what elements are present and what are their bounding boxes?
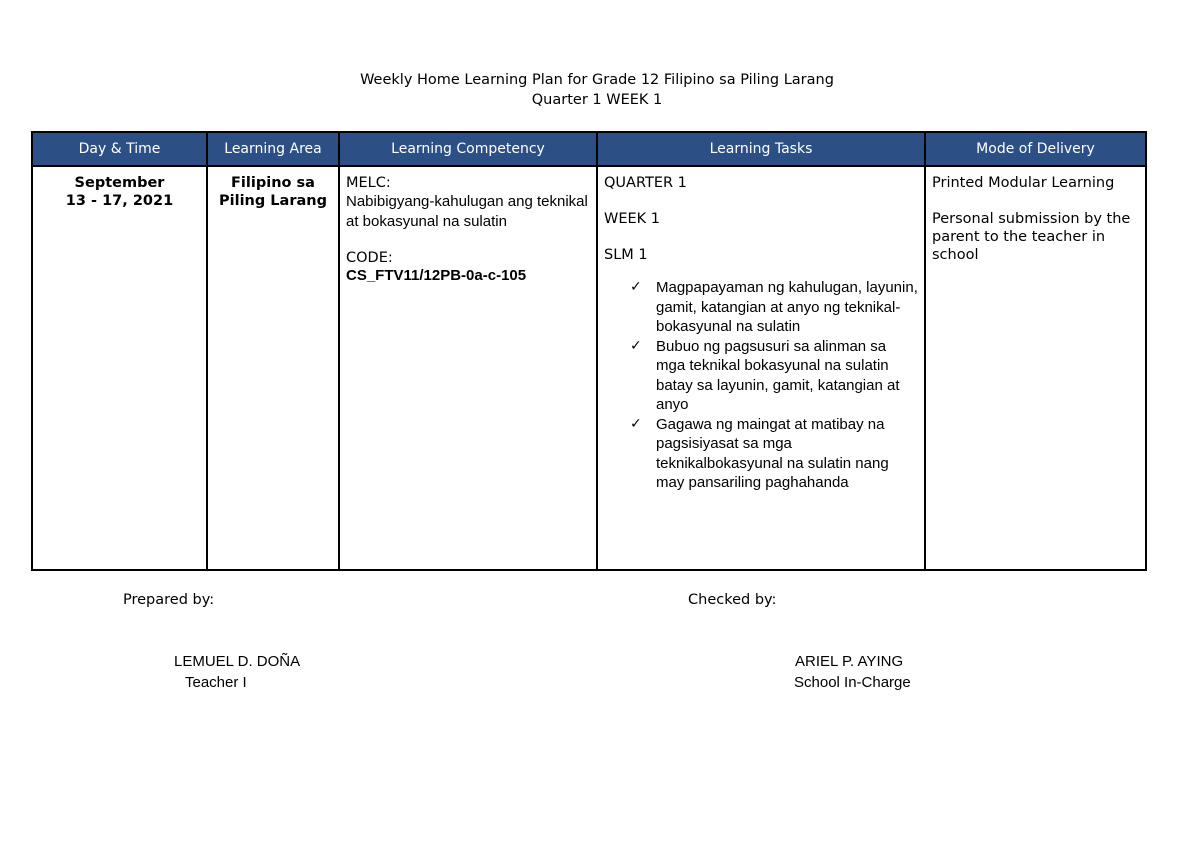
cell-day-time <box>32 166 207 570</box>
list-item <box>630 278 918 337</box>
prepared-title: Teacher I <box>185 674 247 691</box>
tasks-slm: SLM 1 <box>604 247 648 263</box>
task-text: Magpapayaman ng kahulugan, layunin, gamit, katangian at anyo ng teknikal-bokasyunal na sulatin <box>656 279 918 335</box>
area-line-2: Piling Larang <box>219 193 327 209</box>
prepared-by-label: Prepared by: <box>123 592 215 608</box>
day-line-1: September <box>74 175 165 191</box>
prepared-by-block <box>174 653 300 692</box>
tasks-week: WEEK 1 <box>604 211 661 227</box>
check-icon: ✓ <box>630 415 642 432</box>
mode-line-1: Printed Modular Learning <box>932 175 1115 191</box>
list-item <box>630 337 918 415</box>
title-line-1: Weekly Home Learning Plan for Grade 12 Filipino sa Piling Larang <box>360 72 834 88</box>
table-row <box>32 166 1146 570</box>
header-mode-of-delivery: Mode of Delivery <box>925 132 1146 166</box>
check-icon: ✓ <box>630 279 642 295</box>
table-header-row <box>32 132 1146 166</box>
checked-by-label: Checked by: <box>688 592 777 608</box>
code-label: CODE: <box>346 250 393 266</box>
cell-learning-tasks <box>597 166 925 570</box>
tasks-quarter: QUARTER 1 <box>604 175 687 191</box>
learning-plan-table <box>31 131 1147 571</box>
checked-title: School In-Charge <box>794 674 911 691</box>
melc-label: MELC: <box>346 175 391 191</box>
area-line-1: Filipino sa <box>231 175 315 191</box>
checked-by-block <box>794 653 911 692</box>
task-text: Bubuo ng pagsusuri sa alinman sa mga teknikal bokasyunal na sulatin batay sa layunin, gamit, katangian at anyo <box>656 337 900 413</box>
header-learning-competency: Learning Competency <box>339 132 597 166</box>
header-day-time: Day & Time <box>32 132 207 166</box>
task-list <box>604 278 918 493</box>
prepared-name: LEMUEL D. DOÑA <box>174 653 301 670</box>
header-learning-area: Learning Area <box>207 132 339 166</box>
cell-learning-competency <box>339 166 597 570</box>
cell-mode-of-delivery <box>925 166 1146 570</box>
header-learning-tasks: Learning Tasks <box>597 132 925 166</box>
checked-name: ARIEL P. AYING <box>795 653 904 670</box>
melc-text: Nabibigyang-kahulugan ang teknikal at bokasyunal na sulatin <box>346 193 588 230</box>
check-icon: ✓ <box>630 337 642 354</box>
mode-line-2: Personal submission by the parent to the teacher in school <box>932 211 1131 263</box>
cell-learning-area <box>207 166 339 570</box>
task-text: Gagawa ng maingat at matibay na pagsisiyasat sa mga teknikalbokasyunal na sulatin nang may pansariling paghahanda <box>656 415 889 491</box>
code-value: CS_FTV11/12PB-0a-c-105 <box>346 267 527 284</box>
title-line-2: Quarter 1 WEEK 1 <box>531 92 663 108</box>
document-title <box>0 70 1194 110</box>
list-item <box>630 415 918 493</box>
day-line-2: 13 - 17, 2021 <box>65 193 174 209</box>
